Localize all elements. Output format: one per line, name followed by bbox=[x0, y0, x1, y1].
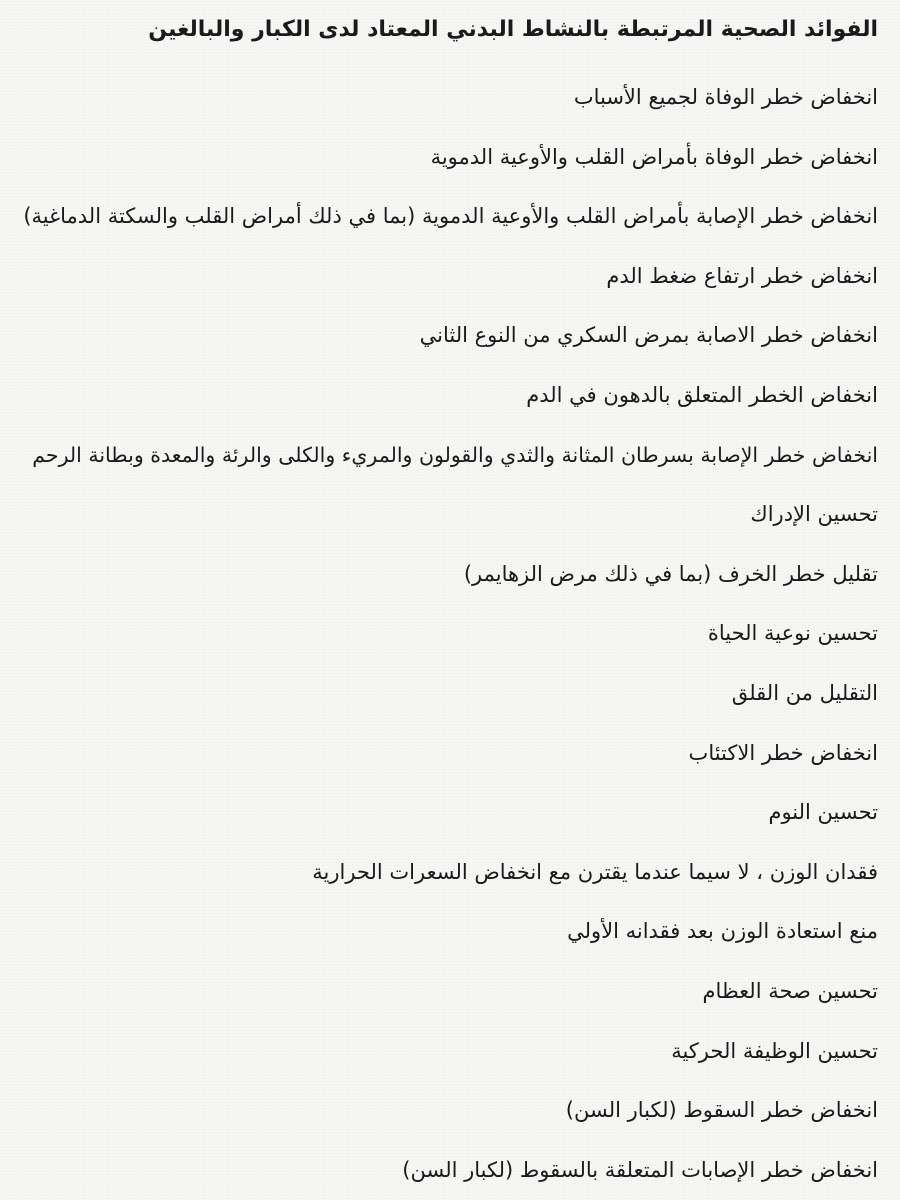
list-item: تحسين الإدراك bbox=[750, 502, 878, 527]
list-item: فقدان الوزن ، لا سيما عندما يقترن مع انخفاض السعرات الحرارية bbox=[312, 859, 878, 884]
list-item: انخفاض خطر الإصابة بأمراض القلب والأوعية الدموية (بما في ذلك أمراض القلب والسكتة الدماغية) bbox=[23, 204, 878, 229]
list-item: انخفاض خطر الإصابة بسرطان المثانة والثدي والقولون والمريء والكلى والرئة والمعدة وبطانة الرحم bbox=[32, 442, 878, 467]
list-item: تقليل خطر الخرف (بما في ذلك مرض الزهايمر) bbox=[463, 561, 878, 586]
list-item: التقليل من القلق bbox=[731, 680, 878, 705]
list-item: انخفاض خطر الوفاة بأمراض القلب والأوعية الدموية bbox=[430, 144, 878, 169]
list-item: تحسين النوم bbox=[768, 800, 878, 825]
benefits-list bbox=[20, 68, 878, 1200]
list-item: تحسين نوعية الحياة bbox=[707, 621, 878, 646]
list-item: تحسين صحة العظام bbox=[702, 978, 878, 1003]
list-item: منع استعادة الوزن بعد فقدانه الأولي bbox=[567, 919, 878, 944]
list-item: انخفاض خطر الإصابات المتعلقة بالسقوط (لكبار السن) bbox=[402, 1157, 878, 1182]
list-item: انخفاض خطر الاكتئاب bbox=[688, 740, 878, 765]
list-item: تحسين الوظيفة الحركية bbox=[671, 1038, 878, 1063]
list-item: انخفاض الخطر المتعلق بالدهون في الدم bbox=[526, 382, 878, 407]
list-item: انخفاض خطر السقوط (لكبار السن) bbox=[565, 1098, 878, 1123]
list-item: انخفاض خطر الاصابة بمرض السكري من النوع الثاني bbox=[419, 323, 878, 348]
list-item: انخفاض خطر ارتفاع ضغط الدم bbox=[606, 263, 878, 288]
list-item: انخفاض خطر الوفاة لجميع الأسباب bbox=[573, 85, 878, 109]
document-title: الفوائد الصحية المرتبطة بالنشاط البدني المعتاد لدى الكبار والبالغين bbox=[148, 17, 878, 42]
